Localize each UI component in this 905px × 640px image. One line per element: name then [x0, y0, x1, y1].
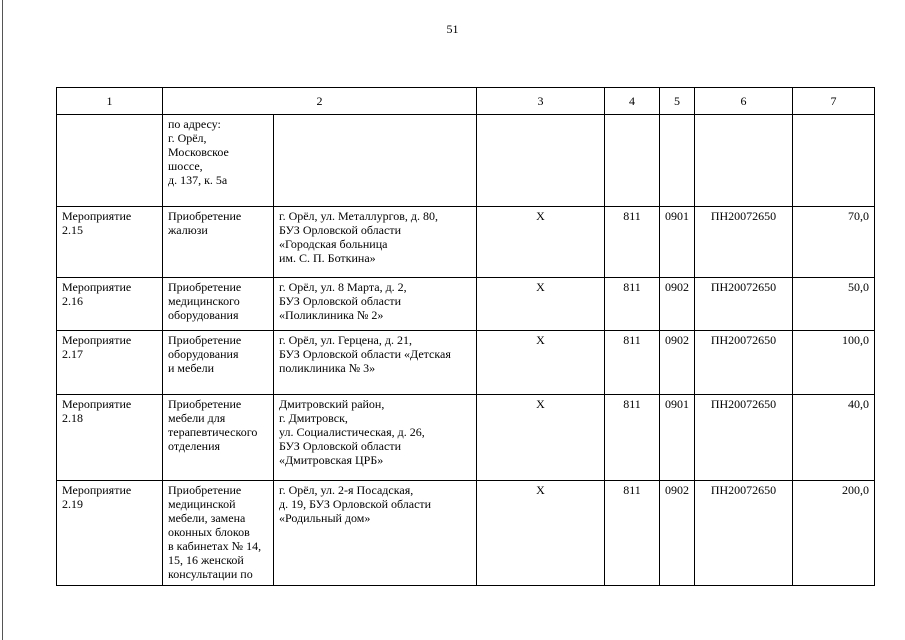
cell-address: г. Орёл, ул. Герцена, д. 21, БУЗ Орловской области «Детская поликлиника № 3» [274, 331, 477, 395]
cell-col5: 0901 [660, 395, 695, 481]
cell-col3 [477, 115, 605, 207]
cell-col7: 100,0 [793, 331, 875, 395]
cell-col5: 0902 [660, 481, 695, 586]
cell-col3: Х [477, 395, 605, 481]
table-row [57, 481, 875, 586]
header-cell: 5 [660, 88, 695, 115]
cell-col7: 200,0 [793, 481, 875, 586]
cell-col4: 811 [605, 207, 660, 278]
cell-col4: 811 [605, 395, 660, 481]
cell-col4: 811 [605, 331, 660, 395]
cell-col3: Х [477, 331, 605, 395]
header-cell: 1 [57, 88, 163, 115]
page-number: 51 [446, 22, 459, 36]
table-row [57, 207, 875, 278]
cell-name: Приобретение медицинской мебели, замена оконных блоков в кабинетах № 14, 15, 16 женской консультации по [163, 481, 274, 586]
cell-name: Приобретение оборудования и мебели [163, 331, 274, 395]
cell-col5 [660, 115, 695, 207]
cell-col7: 50,0 [793, 278, 875, 331]
cell-address-continued: по адресу: г. Орёл, Московское шоссе, д. 137, к. 5а [163, 115, 274, 207]
cell-event: Мероприятие 2.15 [57, 207, 163, 278]
cell-col3: Х [477, 207, 605, 278]
cell-address [274, 115, 477, 207]
cell-col3: Х [477, 278, 605, 331]
header-cell: 2 [163, 88, 477, 115]
cell-col5: 0902 [660, 331, 695, 395]
header-cell: 3 [477, 88, 605, 115]
cell-col6: ПН20072650 [695, 481, 793, 586]
cell-address: г. Орёл, ул. 8 Марта, д. 2, БУЗ Орловской области «Поликлиника № 2» [274, 278, 477, 331]
cell-name: Приобретение мебели для терапевтического отделения [163, 395, 274, 481]
cell-event: Мероприятие 2.17 [57, 331, 163, 395]
cell-col7: 70,0 [793, 207, 875, 278]
cell-col7: 40,0 [793, 395, 875, 481]
cell-col4: 811 [605, 278, 660, 331]
table-row [57, 278, 875, 331]
cell-col6 [695, 115, 793, 207]
table-row [57, 395, 875, 481]
cell-col4: 811 [605, 481, 660, 586]
header-cell: 7 [793, 88, 875, 115]
cell-col5: 0901 [660, 207, 695, 278]
cell-col6: ПН20072650 [695, 207, 793, 278]
cell-col7 [793, 115, 875, 207]
table-row-continuation [57, 115, 875, 207]
table-row [57, 331, 875, 395]
cell-event: Мероприятие 2.16 [57, 278, 163, 331]
header-row [57, 88, 875, 115]
header-cell: 4 [605, 88, 660, 115]
cell-address: Дмитровский район, г. Дмитровск, ул. Социалистическая, д. 26, БУЗ Орловской области «Дмитровская ЦРБ» [274, 395, 477, 481]
cell-col3: Х [477, 481, 605, 586]
cell-col4 [605, 115, 660, 207]
cell-address: г. Орёл, ул. Металлургов, д. 80, БУЗ Орловской области «Городская больница им. С. П. Боткина» [274, 207, 477, 278]
page-left-edge-line [2, 0, 3, 640]
cell-col6: ПН20072650 [695, 278, 793, 331]
cell-address: г. Орёл, ул. 2-я Посадская, д. 19, БУЗ Орловской области «Родильный дом» [274, 481, 477, 586]
cell-name: Приобретение жалюзи [163, 207, 274, 278]
cell-col6: ПН20072650 [695, 395, 793, 481]
cell-col6: ПН20072650 [695, 331, 793, 395]
header-cell: 6 [695, 88, 793, 115]
cell-event [57, 115, 163, 207]
cell-name: Приобретение медицинского оборудования [163, 278, 274, 331]
cell-col5: 0902 [660, 278, 695, 331]
cell-event: Мероприятие 2.18 [57, 395, 163, 481]
budget-table [56, 87, 875, 586]
cell-event: Мероприятие 2.19 [57, 481, 163, 586]
